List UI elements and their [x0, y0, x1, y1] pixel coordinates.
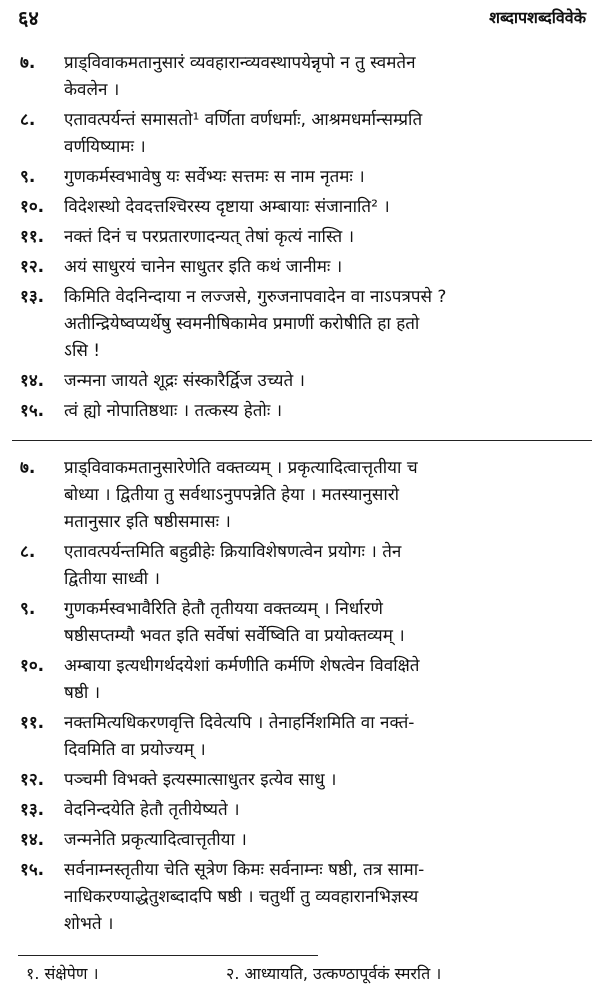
footnote: २. आध्यायति, उत्कण्ठापूर्वकं स्मरति ।: [226, 964, 442, 983]
item-number: १०.: [20, 656, 45, 676]
item-text: एतावत्पर्यन्तमिति बहुव्रीहेः क्रियाविशेषणत्वेन प्रयोगः । तेन द्वितीया साध्वी ।: [64, 542, 402, 589]
item-text: प्राड्विवाकमतानुसारेणेति वक्तव्यम् । प्रकृत्यादित्वात्तृतीया च बोध्या । द्वितीया तु सर्वथाऽनुपपन्नेति हेया । मतस्यानुसारो मतानुसार इति षष्ठीसमासः ।: [64, 458, 418, 532]
note-item: [20, 827, 590, 854]
note-item: [20, 455, 590, 536]
section-divider: [12, 440, 592, 441]
item-number: ८.: [20, 542, 36, 562]
item-number: १४.: [20, 371, 45, 391]
item-number: ११.: [20, 713, 45, 733]
footnotes: [26, 962, 590, 984]
item-text: त्वं ह्यो नोपातिष्ठथाः । तत्कस्य हेतोः ।: [64, 401, 283, 421]
item-text: गुणकर्मस्वभावेषु यः सर्वेभ्यः सत्तमः स नाम नृतमः ।: [64, 167, 365, 187]
item-number: १२.: [20, 257, 45, 277]
exercise-item: [20, 284, 590, 365]
item-text: वेदनिन्दयेति हेतौ तृतीयेष्यते ।: [64, 800, 240, 820]
item-number: ९.: [20, 599, 36, 619]
exercise-list: [20, 50, 590, 428]
item-text: पञ्चमी विभक्ते इत्यस्मात्साधुतर इत्येव साधु ।: [64, 770, 337, 790]
note-item: [20, 539, 590, 593]
exercise-item: [20, 368, 590, 395]
item-text: अम्बाया इत्यधीगर्थदयेशां कर्मणीति कर्मणि शेषत्वेन विवक्षिते षष्ठी ।: [64, 656, 420, 703]
note-item: [20, 710, 590, 764]
item-text: गुणकर्मस्वभावैरिति हेतौ तृतीयया वक्तव्यम् । निर्धारणे षष्ठीसप्तम्यौ भवत इति सर्वेषां सर्वेष्विति वा प्रयोक्तव्यम् ।: [64, 599, 405, 646]
item-text: विदेशस्थो देवदत्तश्चिरस्य दृष्टाया अम्बायाः संजानाति² ।: [64, 197, 390, 217]
item-number: १३.: [20, 287, 45, 307]
item-number: ११.: [20, 227, 45, 247]
item-text: सर्वनाम्नस्तृतीया चेति सूत्रेण किमः सर्वनाम्नः षष्ठी, तत्र सामा- नाधिकरण्याद्धेतुशब्दादपि षष्ठी । चतुर्थी तु व्यवहारानभिज्ञस्य शोभते ।: [64, 860, 425, 934]
note-item: [20, 797, 590, 824]
page-number: ६४: [18, 6, 39, 30]
page-header: [18, 4, 586, 34]
item-text: एतावत्पर्यन्तं समासतो¹ वर्णिता वर्णधर्माः, आश्रमधर्मान्सम्प्रति वर्णयिष्यामः ।: [64, 110, 423, 157]
item-number: १३.: [20, 800, 45, 820]
item-text: प्राड्विवाकमतानुसारं व्यवहारान्व्यवस्थापयेन्नृपो न तु स्वमतेन केवलेन ।: [64, 53, 416, 100]
note-item: [20, 653, 590, 707]
item-text: नक्तं दिनं च परप्रतारणादन्यत् तेषां कृत्यं नास्ति ।: [64, 227, 355, 247]
item-text: अयं साधुरयं चानेन साधुतर इति कथं जानीमः ।: [64, 257, 343, 277]
note-item: [20, 767, 590, 794]
footnote-divider: [18, 955, 318, 956]
exercise-item: [20, 254, 590, 281]
exercise-item: [20, 107, 590, 161]
item-text: किमिति वेदनिन्दाया न लज्जसे, गुरुजनापवादेन वा नाऽपत्रपसे ? अतीन्द्रियेष्वप्यर्थेषु स्वमनीषिकामेव प्रमाणीं करोषीति हा हतो ऽसि !: [64, 287, 447, 361]
exercise-item: [20, 224, 590, 251]
note-item: [20, 596, 590, 650]
exercise-item: [20, 50, 590, 104]
item-text: जन्मनेति प्रकृत्यादित्वात्तृतीया ।: [64, 830, 247, 850]
notes-list: [20, 455, 590, 941]
exercise-item: [20, 194, 590, 221]
item-number: १२.: [20, 770, 45, 790]
item-number: १५.: [20, 860, 45, 880]
item-number: ७.: [20, 53, 36, 73]
footnote: १. संक्षेपेण ।: [26, 964, 99, 983]
item-text: जन्मना जायते शूद्रः संस्कारैर्द्विज उच्यते ।: [64, 371, 305, 391]
item-number: ८.: [20, 110, 36, 130]
item-number: १५.: [20, 401, 45, 421]
item-number: ७.: [20, 458, 36, 478]
item-number: १४.: [20, 830, 45, 850]
item-number: ९.: [20, 167, 36, 187]
exercise-item: [20, 164, 590, 191]
item-text: नक्तमित्यधिकरणवृत्ति दिवेत्यपि । तेनाहर्निशमिति वा नक्तं- दिवमिति वा प्रयोज्यम् ।: [64, 713, 415, 760]
item-number: १०.: [20, 197, 45, 217]
running-title: शब्दापशब्दविवेके: [489, 8, 586, 27]
note-item: [20, 857, 590, 938]
exercise-item: [20, 398, 590, 425]
